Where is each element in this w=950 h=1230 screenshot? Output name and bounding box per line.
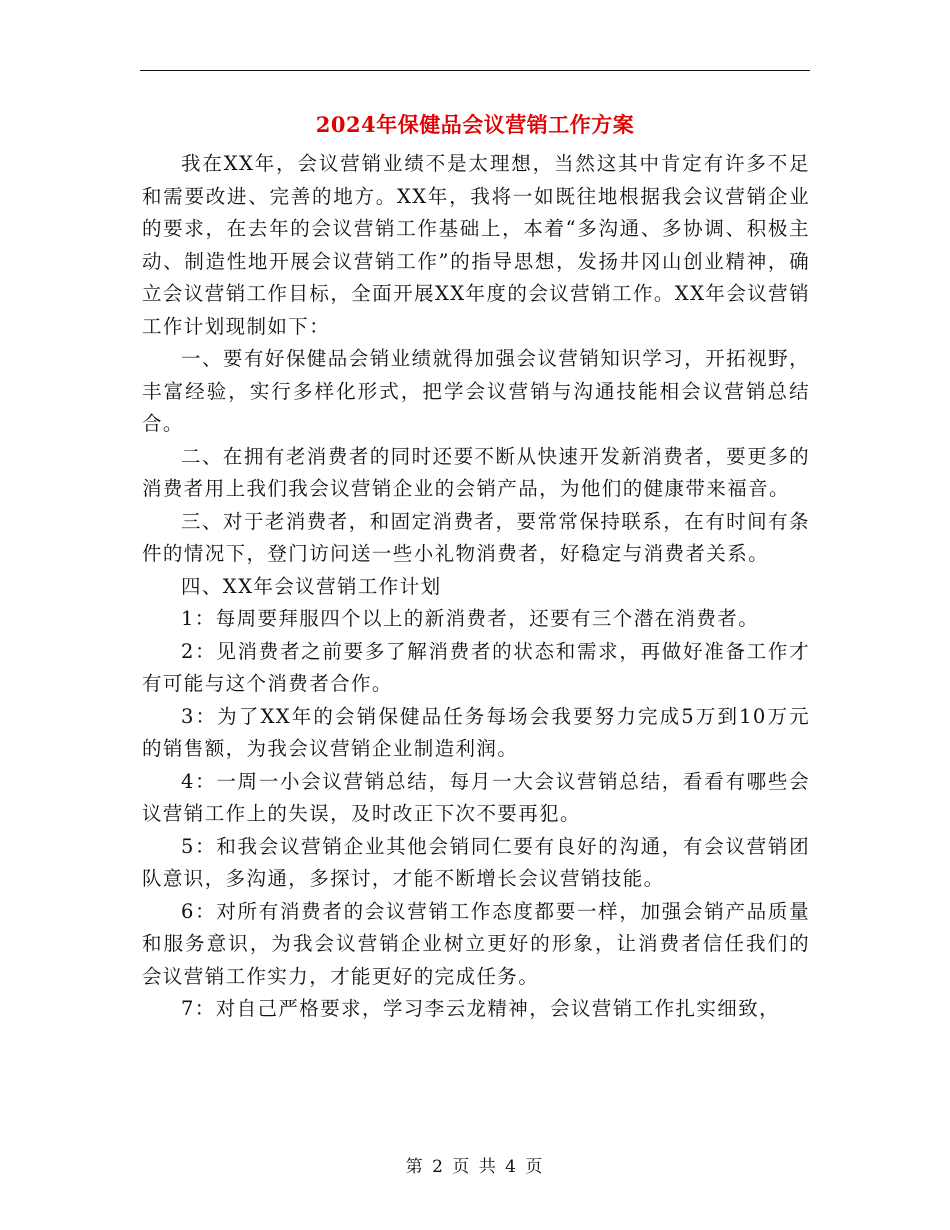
document-body xyxy=(142,148,810,1026)
document-title: 2024年保健品会议营销工作方案 xyxy=(315,112,635,137)
plan-item-4: 4：一周一小会议营销总结，每月一大会议营销总结，看看有哪些会议营销工作上的失误，及时改正下次不要再犯。 xyxy=(142,769,810,825)
plan-item-2: 2：见消费者之前要多了解消费者的状态和需求，再做好准备工作才有可能与这个消费者合作。 xyxy=(142,639,810,695)
paragraph-point-4-heading: 四、XX年会议营销工作计划 xyxy=(181,574,442,598)
plan-item-1: 1：每周要拜服四个以上的新消费者，还要有三个潜在消费者。 xyxy=(181,607,760,630)
paragraph-point-2: 二、在拥有老消费者的同时还要不断从快速开发新消费者，要更多的消费者用上我们我会议营销企业的会销产品，为他们的健康带来福音。 xyxy=(142,444,810,500)
paragraph-point-3: 三、对于老消费者，和固定消费者，要常常保持联系，在有时间有条件的情况下，登门访问送一些小礼物消费者，好稳定与消费者关系。 xyxy=(142,509,810,565)
plan-item-5: 5：和我会议营销企业其他会销同仁要有良好的沟通，有会议营销团队意识，多沟通，多探讨，才能不断增长会议营销技能。 xyxy=(142,834,810,890)
paragraph-intro: 我在XX年，会议营销业绩不是太理想，当然这其中肯定有许多不足和需要改进、完善的地方。XX年，我将一如既往地根据我会议营销企业的要求，在去年的会议营销工作基础上，本着“多沟通、多协调、积极主动、制造性地开展会议营销工作”的指导思想，发扬井冈山创业精神，确立会议营销工作目标，全面开展XX年度的会议营销工作。XX年会议营销工作计划现制如下： xyxy=(142,152,810,338)
plan-item-7: 7：对自己严格要求，学习李云龙精神，会议营销工作扎实细致， xyxy=(181,997,781,1020)
page-number: 第 2 页 共 4 页 xyxy=(405,1157,545,1177)
paragraph-point-1: 一、要有好保健品会销业绩就得加强会议营销知识学习，开拓视野，丰富经验，实行多样化形式，把学会议营销与沟通技能相会议营销总结合。 xyxy=(142,347,810,435)
plan-item-3: 3：为了XX年的会销保健品任务每场会我要努力完成5万到10万元的销售额，为我会议营销企业制造利润。 xyxy=(142,704,810,760)
plan-item-6: 6：对所有消费者的会议营销工作态度都要一样，加强会销产品质量和服务意识，为我会议营销企业树立更好的形象，让消费者信任我们的会议营销工作实力，才能更好的完成任务。 xyxy=(142,899,810,988)
header-rule xyxy=(140,70,810,71)
